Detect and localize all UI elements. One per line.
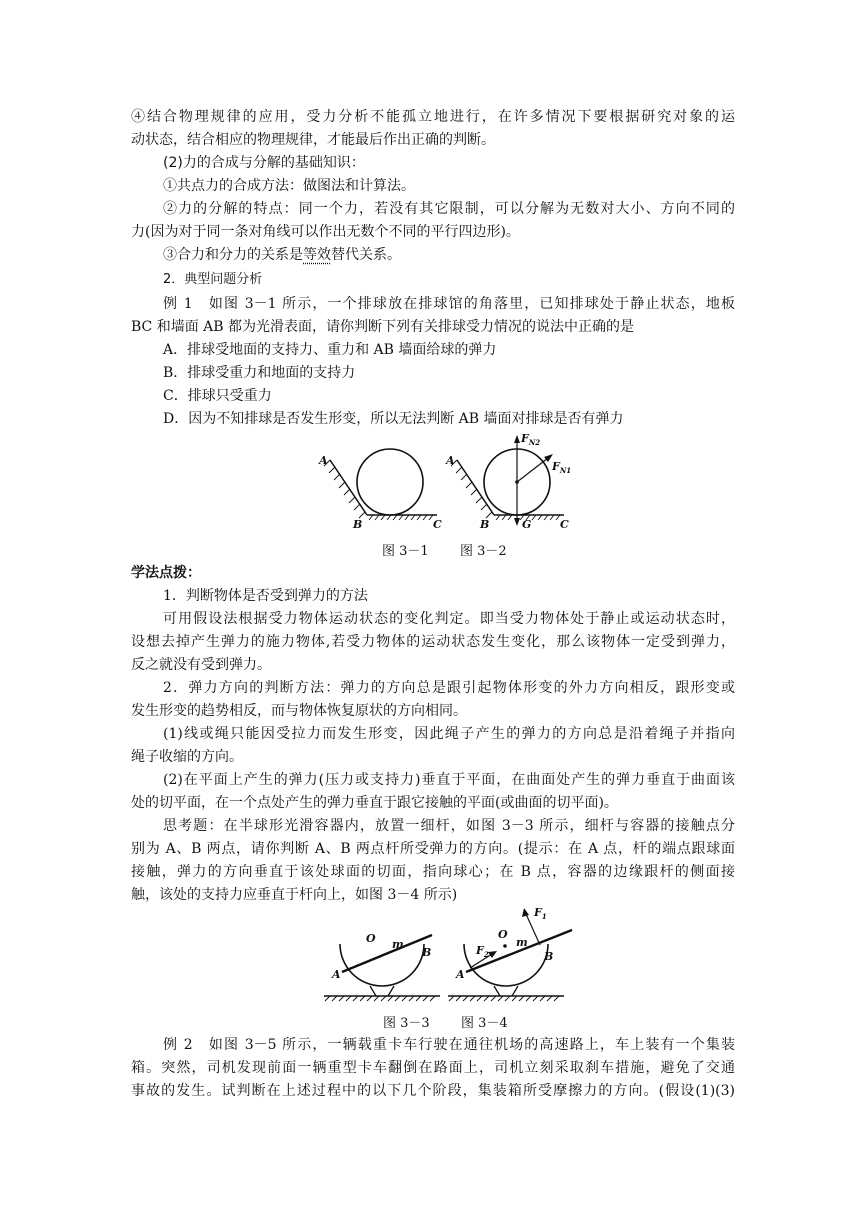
section-heading: (2)力的合成与分解的基础知识： <box>163 155 365 171</box>
paragraph-line: (2)在平面上产生的弹力(压力或支持力)垂直于平面，在曲面处产生的弹力垂直于曲面该 <box>163 772 735 788</box>
figure-3-2 <box>442 430 582 530</box>
caption-fig-3-1: 图 3－1 <box>382 544 429 559</box>
paragraph-line: 发生形变的趋势相反，而与物体恢复原状的方向相同。 <box>131 703 467 719</box>
paragraph-line: 处的切平面，在一个点处产生的弹力垂直于跟它接触的平面(或曲面的切平面)。 <box>131 795 618 811</box>
label-b: B <box>544 950 554 963</box>
label-m: m <box>516 936 528 949</box>
label-f1: $F_1$ <box>534 906 547 921</box>
caption-fig-3-3: 图 3－3 <box>383 1016 430 1031</box>
label-g: G <box>522 518 532 531</box>
paragraph-line: 别为 A、B 两点，请你判断 A、B 两点杆所受弹力的方向。(提示：在 A 点，杆的端点跟球面 <box>131 841 735 857</box>
figure-3-4 <box>446 900 576 1000</box>
label-c: C <box>433 518 442 531</box>
list-item <box>163 245 401 265</box>
option-b: B．排球受重力和地面的支持力 <box>163 365 356 381</box>
label-a: A <box>332 968 341 981</box>
label-m: m <box>392 938 404 951</box>
paragraph-line: (1)线或绳只能因受拉力而发生形变，因此绳子产生的弹力的方向总是沿着绳子并指向 <box>163 726 735 742</box>
list-item-cont: 力(因为对于同一条对角线可以作出无数个不同的平行四边形)。 <box>131 224 520 240</box>
paragraph-line: 接触，弹力的方向垂直于该处球面的切面，指向球心；在 B 点，容器的边缘跟杆的侧面接 <box>131 864 735 880</box>
label-o: O <box>366 932 376 945</box>
example-text: 例 2 如图 3－5 所示，一辆载重卡车行驶在通往机场的高速路上，车上装有一个集装 <box>163 1037 735 1053</box>
example-text: 箱。突然，司机发现前面一辆重型卡车翻倒在路面上，司机立刻采取刹车措施，避免了交通 <box>131 1060 735 1076</box>
paragraph-line: 可用假设法根据受力物体运动状态的变化判定。即当受力物体处于静止或运动状态时， <box>163 611 735 627</box>
example-text: BC 和墙面 AB 都为光滑表面，请你判断下列有关排球受力情况的说法中正确的是 <box>131 319 635 335</box>
figure-3-3 <box>322 920 442 1000</box>
label-b: B <box>353 518 363 531</box>
paragraph-line: 设想去掉产生弹力的施力物体,若受力物体的运动状态发生变化，那么该物体一定受到弹力， <box>131 634 735 650</box>
label-b: B <box>422 946 432 959</box>
label-a: A <box>319 454 328 467</box>
label-c: C <box>560 518 569 531</box>
label-fn2: $F_{N2}$ <box>521 432 541 447</box>
paragraph-line: 反之就没有受到弹力。 <box>131 657 271 673</box>
list-item: ②力的分解的特点：同一个力，若没有其它限制，可以分解为无数对大小、方向不同的 <box>163 201 735 217</box>
label-a: A <box>456 968 465 981</box>
option-a: A．排球受地面的支持力、重力和 AB 墙面给球的弹力 <box>163 342 497 358</box>
label-f2: $F_2$ <box>476 944 489 959</box>
example-text: 事故的发生。试判断在上述过程中的以下几个阶段，集装箱所受摩擦力的方向。(假设(1)(3) <box>131 1083 735 1099</box>
text-span: 替代关系。 <box>331 247 401 263</box>
label-b: B <box>480 518 490 531</box>
emphasis-span: 等效 <box>303 247 331 263</box>
caption-fig-3-2: 图 3－2 <box>460 544 507 559</box>
option-d: D．因为不知排球是否发生形变，所以无法判断 AB 墙面对排球是否有弹力 <box>163 411 624 427</box>
paragraph-line: 绳子收缩的方向。 <box>131 749 243 765</box>
label-a: A <box>446 454 455 467</box>
example-text: 例 1 如图 3－1 所示，一个排球放在排球馆的角落里，已知排球处于静止状态，地板 <box>163 296 735 312</box>
paragraph-line: 触，该处的支持力应垂直于杆向上，如图 3－4 所示) <box>131 887 458 903</box>
paragraph-line: 思考题：在半球形光滑容器内，放置一细杆，如图 3－3 所示，细杆与容器的接触点分 <box>163 818 735 834</box>
section-heading: 2．典型问题分析 <box>163 272 263 287</box>
option-c: C．排球只受重力 <box>163 388 272 404</box>
list-item: ①共点力的合成方法：做图法和计算法。 <box>163 178 415 194</box>
caption-fig-3-4: 图 3－4 <box>461 1016 508 1031</box>
label-fn1: $F_{N1}$ <box>552 460 572 475</box>
label-o: O <box>498 928 508 941</box>
figure-3-1 <box>315 440 445 530</box>
method-heading: 学法点拨： <box>131 565 201 581</box>
method-title: 1．判断物体是否受到弹力的方法 <box>163 588 368 604</box>
paragraph-line: 2．弹力方向的判断方法：弹力的方向总是跟引起物体形变的外力方向相反，跟形变或 <box>163 680 735 696</box>
paragraph-line: ④结合物理规律的应用，受力分析不能孤立地进行，在许多情况下要根据研究对象的运 <box>131 109 735 125</box>
text-span: ③合力和分力的关系是 <box>163 247 303 263</box>
paragraph-line: 动状态，结合相应的物理规律，才能最后作出正确的判断。 <box>131 132 495 148</box>
